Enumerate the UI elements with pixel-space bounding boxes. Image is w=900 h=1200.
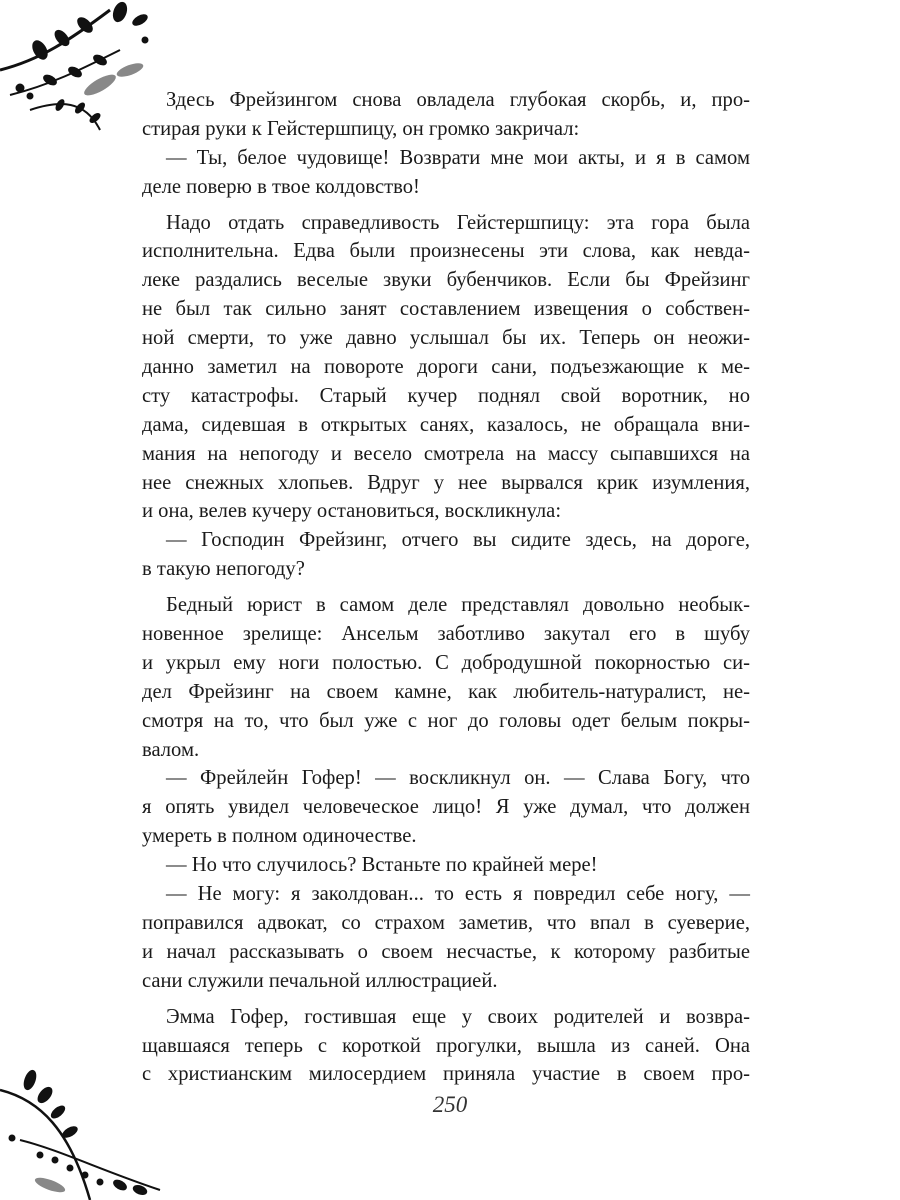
text-line: и укрыл ему ноги полостью. С добродушной покорностью си- <box>142 651 750 674</box>
text-line: Надо отдать справедливость Гейстершпицу: эта гора была <box>166 211 750 234</box>
text-line: — Ты, белое чудовище! Возврати мне мои акты, и я в самом <box>166 146 750 169</box>
page-number: 250 <box>432 1092 468 1117</box>
text-line: данно заметил на повороте дороги сани, подъезжающие к ме- <box>142 356 750 379</box>
text-line: нее снежных хлопьев. Вдруг у нее вырвался крик изумления, <box>142 471 750 494</box>
text-line: умереть в полном одиночестве. <box>142 825 417 848</box>
floral-ornament-bottom-icon <box>0 1060 170 1200</box>
text-line: и начал рассказывать о своем несчастье, к которому разбитые <box>142 940 750 963</box>
text-line: мания на непогоду и весело смотрела на массу сыпавшихся на <box>142 442 750 465</box>
text-line: ной смерти, то уже давно услышал бы их. Теперь он неожи- <box>142 327 750 350</box>
text-line: в такую непогоду? <box>142 558 305 581</box>
text-line: леке раздались веселые звуки бубенчиков. Если бы Фрейзинг <box>142 269 750 292</box>
text-line: дама, сидевшая в открытых санях, казалось, не обращала вни- <box>142 413 750 436</box>
text-line: сту катастрофы. Старый кучер поднял свой воротник, но <box>142 384 750 407</box>
text-line: дел Фрейзинг на своем камне, как любитель-натуралист, не- <box>142 680 750 703</box>
text-line: не был так сильно занят составлением извещения о собствен- <box>142 298 750 321</box>
text-line: я опять увидел человеческое лицо! Я уже думал, что должен <box>142 796 750 819</box>
text-line: смотря на то, что был уже с ног до головы одет белым покры- <box>142 709 750 732</box>
text-line: Здесь Фрейзингом снова овладела глубокая скорбь, и, про- <box>166 89 750 111</box>
text-line: валом. <box>142 738 200 761</box>
text-line: — Не могу: я заколдован... то есть я повредил себе ногу, — <box>166 883 750 906</box>
text-line: щавшаяся теперь с короткой прогулки, вышла из саней. Она <box>142 1034 750 1057</box>
text-line: исполнительна. Едва были произнесены эти слова, как невда- <box>142 240 750 263</box>
text-line: — Фрейлейн Гофер! — воскликнул он. — Слава Богу, что <box>166 767 750 790</box>
text-line: новенное зрелище: Ансельм заботливо закутал его в шубу <box>142 623 750 646</box>
text-line: Эмма Гофер, гостившая еще у своих родителей и возвра- <box>166 1005 750 1028</box>
text-line: и она, велев кучеру остановиться, воскликнула: <box>142 500 562 523</box>
text-line: стирая руки к Гейстершпицу, он громко закричал: <box>142 117 580 140</box>
text-line: поправился адвокат, со страхом заметив, что впал в суеверие, <box>142 911 750 934</box>
body-text <box>142 86 750 1089</box>
text-line: с христианским милосердием приняла участие в своем про- <box>142 1063 750 1086</box>
text-line: деле поверю в твое колдовство! <box>142 175 420 198</box>
text-line: Бедный юрист в самом деле представлял довольно необык- <box>166 594 750 617</box>
text-line: — Господин Фрейзинг, отчего вы сидите здесь, на дороге, <box>166 529 750 552</box>
text-line: сани служили печальной иллюстрацией. <box>142 969 498 992</box>
text-line: — Но что случилось? Встаньте по крайней мере! <box>166 854 598 877</box>
